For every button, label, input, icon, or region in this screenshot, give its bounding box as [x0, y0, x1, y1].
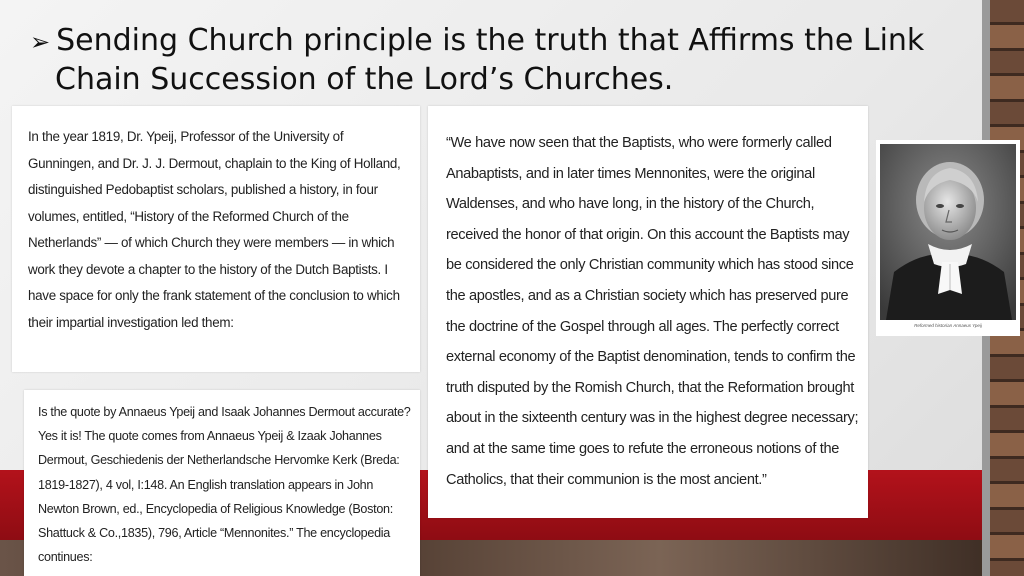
excerpt-source-note-text: Is the quote by Annaeus Ypeij and Isaak Johannes Dermout accurate? Yes it is! The quote comes from Annaeus Ypeij & Izaak Johannes Dermout, Geschiedenis der Netherlandsche Hervomke Kerk (Breda: 1819-1827), 4 vol, I:148. An English translation appears in John Newton Brown, ed., Encyclopedia of Religious Knowledge (Boston: Shattuck & Co.,1835), 796, Article “Mennonites.” The encyclopedia continues:: [38, 405, 411, 565]
heading-line-1: Sending Church principle is the truth that Affirms the Link: [56, 23, 925, 58]
arrow-bullet-icon: ➢: [30, 28, 51, 56]
excerpt-box-quote: [428, 106, 868, 518]
portrait-frame: [876, 140, 1020, 336]
heading-line-2: Chain Succession of the Lord’s Churches.: [55, 62, 674, 97]
excerpt-box-history: [12, 106, 420, 372]
excerpt-box-source-note: [24, 390, 420, 576]
quote-text: “We have now seen that the Baptists, who were formerly called Anabaptists, and in later times Mennonites, were the original Waldenses, and who have long, in the history of the Church, received the honor of that origin. On this account the Baptists may be considered the only Christian community which has stood since the apostles, and as a Christian society which has preserved pure the doctrine of the Gospel through all ages. The perfectly correct external economy of the Baptist denomination, tends to confirm the truth disputed by the Romish Church, that the Reformation brought about in the sixteenth century was in the highest degree necessary; and at the same time goes to refute the erroneous notions of the Catholics, that their communion is the most ancient.”: [446, 135, 859, 488]
portrait-image: [880, 144, 1016, 320]
portrait-caption: Reformed historian Annaeus Ypeij: [914, 323, 982, 328]
excerpt-history-text: In the year 1819, Dr. Ypeij, Professor of the University of Gunningen, and Dr. J. J. Dermout, chaplain to the King of Holland, distinguished Pedobaptist scholars, published a history, in four volumes, entitled, “History of the Reformed Church of the Netherlands” — of which Church they were members — in which work they devote a chapter to the history of the Dutch Baptists. I have space for only the frank statement of the conclusion to which their impartial investigation led them:: [28, 129, 401, 330]
slide-heading: [30, 22, 980, 99]
